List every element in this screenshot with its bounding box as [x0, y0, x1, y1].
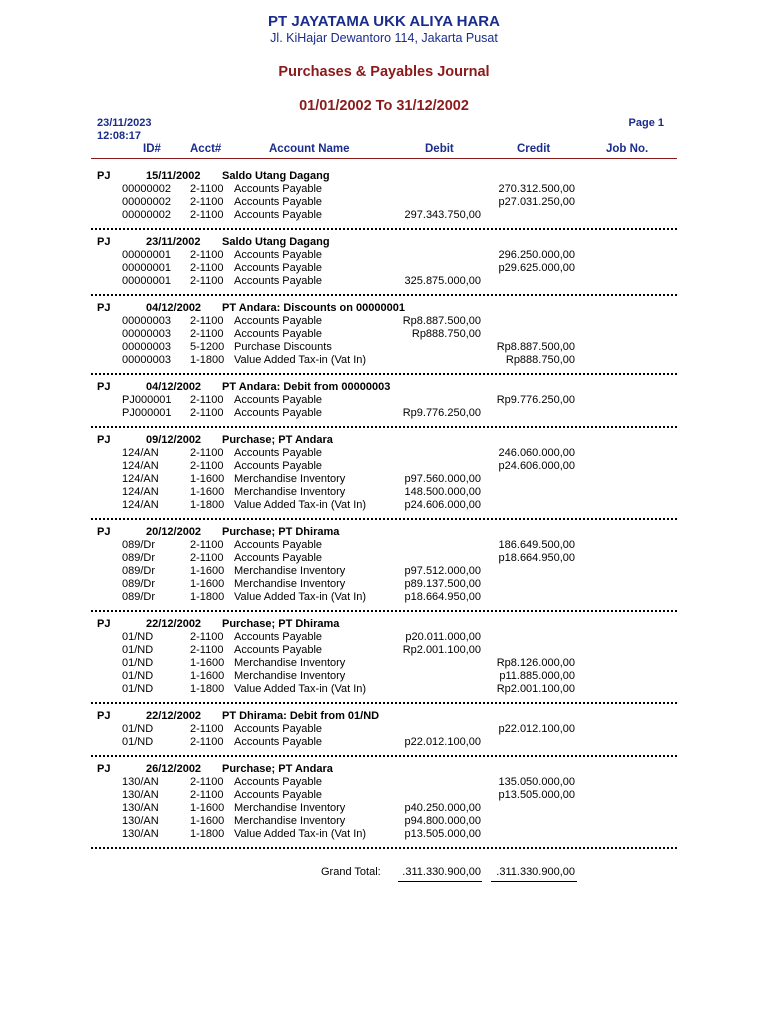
col-header-id: ID# — [143, 143, 161, 155]
line-acct: 2-1100 — [190, 275, 224, 287]
line-debit: 325.875.000,00 — [404, 275, 481, 287]
line-acct: 2-1100 — [190, 447, 224, 459]
entry-header — [0, 710, 768, 723]
line-credit: Rp9.776.250,00 — [496, 394, 575, 406]
line-debit: 297.343.750,00 — [404, 209, 481, 221]
line-acct: 2-1100 — [190, 209, 224, 221]
line-account-name: Value Added Tax-in (Vat In) — [234, 683, 367, 695]
entry-line — [0, 196, 768, 209]
entry-line — [0, 736, 768, 749]
line-acct: 1-1600 — [190, 670, 225, 682]
line-id: 01/ND — [122, 723, 154, 735]
line-id: 01/ND — [122, 670, 154, 682]
line-id: 124/AN — [122, 473, 159, 485]
line-acct: 1-1800 — [190, 354, 225, 366]
line-id: 130/AN — [122, 776, 159, 788]
line-id: 01/ND — [122, 683, 154, 695]
line-acct: 1-1600 — [190, 473, 225, 485]
entry-memo: Purchase; PT Andara — [222, 434, 333, 446]
entry-source: PJ — [97, 526, 111, 538]
entry-line — [0, 447, 768, 460]
line-id: 089/Dr — [122, 539, 156, 551]
journal-entry — [0, 236, 768, 288]
line-id: 130/AN — [122, 815, 159, 827]
entry-line — [0, 670, 768, 683]
journal-entry — [0, 526, 768, 604]
line-credit: Rp8.887.500,00 — [496, 341, 575, 353]
entry-separator — [91, 755, 677, 757]
line-account-name: Accounts Payable — [234, 407, 323, 419]
entry-line — [0, 631, 768, 644]
line-id: 089/Dr — [122, 565, 156, 577]
line-debit: p97.512.000,00 — [404, 565, 481, 577]
entry-memo: Saldo Utang Dagang — [222, 170, 330, 182]
line-debit: Rp9.776.250,00 — [402, 407, 481, 419]
line-debit: Rp8.887.500,00 — [402, 315, 481, 327]
line-debit: 148.500.000,00 — [404, 486, 481, 498]
entry-separator — [91, 702, 677, 704]
line-account-name: Accounts Payable — [234, 249, 323, 261]
line-id: 01/ND — [122, 644, 154, 656]
line-debit: p94.800.000,00 — [404, 815, 481, 827]
line-id: 124/AN — [122, 460, 159, 472]
entry-date: 09/12/2002 — [146, 434, 202, 446]
line-acct: 1-1600 — [190, 657, 225, 669]
line-acct: 2-1100 — [190, 552, 224, 564]
line-account-name: Value Added Tax-in (Vat In) — [234, 591, 367, 603]
entry-header — [0, 236, 768, 249]
line-debit: p89.137.500,00 — [404, 578, 481, 590]
entry-source: PJ — [97, 763, 111, 775]
line-credit: p11.885.000,00 — [499, 670, 575, 682]
line-acct: 2-1100 — [190, 723, 224, 735]
line-acct: 1-1600 — [190, 565, 225, 577]
line-account-name: Accounts Payable — [234, 644, 323, 656]
entry-separator — [91, 228, 677, 230]
line-id: 00000002 — [122, 196, 171, 208]
line-id: 00000002 — [122, 209, 171, 221]
line-id: 130/AN — [122, 802, 159, 814]
line-debit: Rp888.750,00 — [411, 328, 481, 340]
line-id: 130/AN — [122, 789, 159, 801]
entry-date: 20/12/2002 — [146, 526, 202, 538]
line-account-name: Accounts Payable — [234, 789, 323, 801]
line-id: PJ000001 — [122, 407, 172, 419]
entry-line — [0, 828, 768, 841]
line-id: 124/AN — [122, 499, 159, 511]
entry-header — [0, 302, 768, 315]
line-account-name: Accounts Payable — [234, 183, 323, 195]
entry-date: 04/12/2002 — [146, 381, 202, 393]
entry-separator — [91, 610, 677, 612]
line-acct: 2-1100 — [190, 249, 224, 261]
company-name: PT JAYATAMA UKK ALIYA HARA — [268, 13, 500, 30]
line-credit: p18.664.950,00 — [498, 552, 575, 564]
line-credit: p22.012.100,00 — [498, 723, 575, 735]
entry-line — [0, 315, 768, 328]
line-account-name: Accounts Payable — [234, 209, 323, 221]
entry-line — [0, 539, 768, 552]
journal-entries — [0, 170, 768, 855]
entry-line — [0, 394, 768, 407]
entry-date: 15/11/2002 — [146, 170, 201, 182]
entry-line — [0, 644, 768, 657]
line-acct: 2-1100 — [190, 407, 224, 419]
entry-separator — [91, 373, 677, 375]
line-acct: 1-1800 — [190, 499, 225, 511]
line-acct: 2-1100 — [190, 789, 224, 801]
line-account-name: Value Added Tax-in (Vat In) — [234, 354, 367, 366]
line-account-name: Merchandise Inventory — [234, 473, 346, 485]
entry-line — [0, 723, 768, 736]
entry-date: 22/12/2002 — [146, 710, 202, 722]
line-debit: p24.606.000,00 — [404, 499, 481, 511]
entry-source: PJ — [97, 236, 111, 248]
line-acct: 2-1100 — [190, 196, 224, 208]
entry-line — [0, 249, 768, 262]
entry-memo: PT Andara: Discounts on 00000001 — [222, 302, 405, 314]
line-id: 00000001 — [122, 275, 171, 287]
journal-entry — [0, 170, 768, 222]
entry-line — [0, 275, 768, 288]
line-id: 01/ND — [122, 631, 154, 643]
entry-line — [0, 789, 768, 802]
entry-date: 22/12/2002 — [146, 618, 202, 630]
line-id: 00000003 — [122, 315, 171, 327]
line-debit: p40.250.000,00 — [404, 802, 481, 814]
line-account-name: Merchandise Inventory — [234, 802, 346, 814]
line-id: 00000003 — [122, 328, 171, 340]
line-debit: Rp2.001.100,00 — [402, 644, 481, 656]
entry-memo: PT Andara: Debit from 00000003 — [222, 381, 391, 393]
entry-header — [0, 526, 768, 539]
line-acct: 2-1100 — [190, 736, 224, 748]
line-debit: p97.560.000,00 — [404, 473, 481, 485]
line-debit: p13.505.000,00 — [404, 828, 481, 840]
page-number: Page 1 — [628, 117, 664, 129]
line-id: PJ000001 — [122, 394, 172, 406]
line-account-name: Accounts Payable — [234, 552, 323, 564]
line-acct: 2-1100 — [190, 183, 224, 195]
entry-separator — [91, 847, 677, 849]
line-account-name: Accounts Payable — [234, 447, 323, 459]
entry-header — [0, 434, 768, 447]
grand-total-debit: .311.330.900,00 — [402, 866, 481, 878]
line-id: 124/AN — [122, 447, 159, 459]
entry-line — [0, 578, 768, 591]
line-id: 00000001 — [122, 262, 171, 274]
line-account-name: Accounts Payable — [234, 394, 323, 406]
entry-line — [0, 209, 768, 222]
entry-source: PJ — [97, 710, 111, 722]
entry-line — [0, 591, 768, 604]
entry-memo: Purchase; PT Dhirama — [222, 618, 340, 630]
report-period: 01/01/2002 To 31/12/2002 — [299, 98, 469, 114]
entry-line — [0, 815, 768, 828]
entry-date: 23/11/2002 — [146, 236, 201, 248]
line-acct: 1-1600 — [190, 802, 225, 814]
line-account-name: Value Added Tax-in (Vat In) — [234, 828, 367, 840]
line-id: 00000002 — [122, 183, 171, 195]
entry-source: PJ — [97, 302, 111, 314]
col-header-account-name: Account Name — [269, 143, 350, 155]
line-id: 00000003 — [122, 354, 171, 366]
line-debit: p22.012.100,00 — [404, 736, 481, 748]
line-credit: p29.625.000,00 — [498, 262, 575, 274]
line-acct: 2-1100 — [190, 315, 224, 327]
line-credit: 135.050.000,00 — [498, 776, 575, 788]
line-credit: Rp8.126.000,00 — [496, 657, 575, 669]
entry-line — [0, 683, 768, 696]
line-acct: 1-1800 — [190, 683, 225, 695]
line-account-name: Accounts Payable — [234, 262, 323, 274]
line-credit: p24.606.000,00 — [498, 460, 575, 472]
line-id: 01/ND — [122, 657, 154, 669]
entry-line — [0, 486, 768, 499]
line-acct: 1-1600 — [190, 578, 225, 590]
line-id: 089/Dr — [122, 552, 156, 564]
entry-source: PJ — [97, 381, 111, 393]
entry-header — [0, 618, 768, 631]
entry-separator — [91, 426, 677, 428]
journal-entry — [0, 381, 768, 420]
line-account-name: Purchase Discounts — [234, 341, 332, 353]
line-credit: 270.312.500,00 — [498, 183, 575, 195]
entry-line — [0, 565, 768, 578]
entry-memo: Purchase; PT Andara — [222, 763, 333, 775]
grand-total-debit-rule — [398, 881, 482, 882]
line-account-name: Value Added Tax-in (Vat In) — [234, 499, 367, 511]
line-credit: 296.250.000,00 — [498, 249, 575, 261]
line-account-name: Accounts Payable — [234, 275, 323, 287]
report-title: Purchases & Payables Journal — [278, 64, 490, 80]
entry-memo: Purchase; PT Dhirama — [222, 526, 340, 538]
line-acct: 2-1100 — [190, 539, 224, 551]
entry-separator — [91, 518, 677, 520]
line-id: 00000003 — [122, 341, 171, 353]
grand-total-credit: .311.330.900,00 — [496, 866, 575, 878]
print-date: 23/11/2023 — [97, 117, 152, 129]
line-acct: 2-1100 — [190, 460, 224, 472]
entry-source: PJ — [97, 434, 111, 446]
entry-source: PJ — [97, 618, 111, 630]
line-credit: Rp2.001.100,00 — [496, 683, 575, 695]
line-acct: 2-1100 — [190, 644, 224, 656]
line-account-name: Accounts Payable — [234, 315, 323, 327]
line-credit: 246.060.000,00 — [498, 447, 575, 459]
line-credit: p27.031.250,00 — [498, 196, 575, 208]
entry-memo: Saldo Utang Dagang — [222, 236, 330, 248]
line-account-name: Merchandise Inventory — [234, 578, 346, 590]
line-account-name: Merchandise Inventory — [234, 657, 346, 669]
line-id: 130/AN — [122, 828, 159, 840]
line-account-name: Merchandise Inventory — [234, 815, 346, 827]
line-account-name: Accounts Payable — [234, 631, 323, 643]
entry-header — [0, 763, 768, 776]
entry-line — [0, 328, 768, 341]
entry-line — [0, 499, 768, 512]
line-account-name: Accounts Payable — [234, 723, 323, 735]
line-acct: 1-1800 — [190, 591, 225, 603]
line-acct: 1-1600 — [190, 486, 225, 498]
entry-line — [0, 407, 768, 420]
grand-total-label: Grand Total: — [321, 866, 381, 878]
grand-total-row — [0, 866, 768, 882]
line-account-name: Accounts Payable — [234, 539, 323, 551]
entry-line — [0, 262, 768, 275]
entry-memo: PT Dhirama: Debit from 01/ND — [222, 710, 380, 722]
entry-line — [0, 354, 768, 367]
entry-source: PJ — [97, 170, 111, 182]
line-acct: 2-1100 — [190, 262, 224, 274]
line-acct: 2-1100 — [190, 394, 224, 406]
line-id: 089/Dr — [122, 591, 156, 603]
journal-entry — [0, 434, 768, 512]
line-debit: p18.664.950,00 — [404, 591, 481, 603]
line-credit: 186.649.500,00 — [498, 539, 575, 551]
entry-line — [0, 776, 768, 789]
line-credit: Rp888.750,00 — [505, 354, 575, 366]
entry-line — [0, 460, 768, 473]
entry-line — [0, 552, 768, 565]
line-account-name: Accounts Payable — [234, 196, 323, 208]
line-account-name: Merchandise Inventory — [234, 565, 346, 577]
line-account-name: Merchandise Inventory — [234, 670, 346, 682]
col-header-debit: Debit — [425, 143, 454, 155]
line-id: 124/AN — [122, 486, 159, 498]
line-id: 01/ND — [122, 736, 154, 748]
entry-header — [0, 381, 768, 394]
print-time: 12:08:17 — [97, 130, 142, 142]
entry-date: 04/12/2002 — [146, 302, 202, 314]
company-address: Jl. KiHajar Dewantoro 114, Jakarta Pusat — [270, 31, 498, 45]
line-account-name: Merchandise Inventory — [234, 486, 346, 498]
grand-total-credit-rule — [491, 881, 577, 882]
journal-entry — [0, 302, 768, 367]
entry-line — [0, 341, 768, 354]
line-account-name: Accounts Payable — [234, 328, 323, 340]
entry-line — [0, 802, 768, 815]
journal-entry — [0, 710, 768, 749]
header-rule — [91, 158, 677, 159]
line-acct: 1-1800 — [190, 828, 225, 840]
line-acct: 5-1200 — [190, 341, 225, 353]
col-header-acct: Acct# — [190, 143, 222, 155]
line-id: 00000001 — [122, 249, 171, 261]
line-acct: 1-1600 — [190, 815, 225, 827]
line-account-name: Accounts Payable — [234, 460, 323, 472]
entry-separator — [91, 294, 677, 296]
entry-date: 26/12/2002 — [146, 763, 202, 775]
line-id: 089/Dr — [122, 578, 156, 590]
line-acct: 2-1100 — [190, 328, 224, 340]
entry-header — [0, 170, 768, 183]
entry-line — [0, 473, 768, 486]
line-credit: p13.505.000,00 — [498, 789, 575, 801]
entry-line — [0, 657, 768, 670]
line-account-name: Accounts Payable — [234, 736, 323, 748]
line-debit: p20.011.000,00 — [405, 631, 481, 643]
journal-entry — [0, 763, 768, 841]
entry-line — [0, 183, 768, 196]
line-acct: 2-1100 — [190, 776, 224, 788]
line-account-name: Accounts Payable — [234, 776, 323, 788]
journal-entry — [0, 618, 768, 696]
col-header-credit: Credit — [517, 143, 551, 155]
line-acct: 2-1100 — [190, 631, 224, 643]
col-header-job: Job No. — [606, 143, 649, 155]
